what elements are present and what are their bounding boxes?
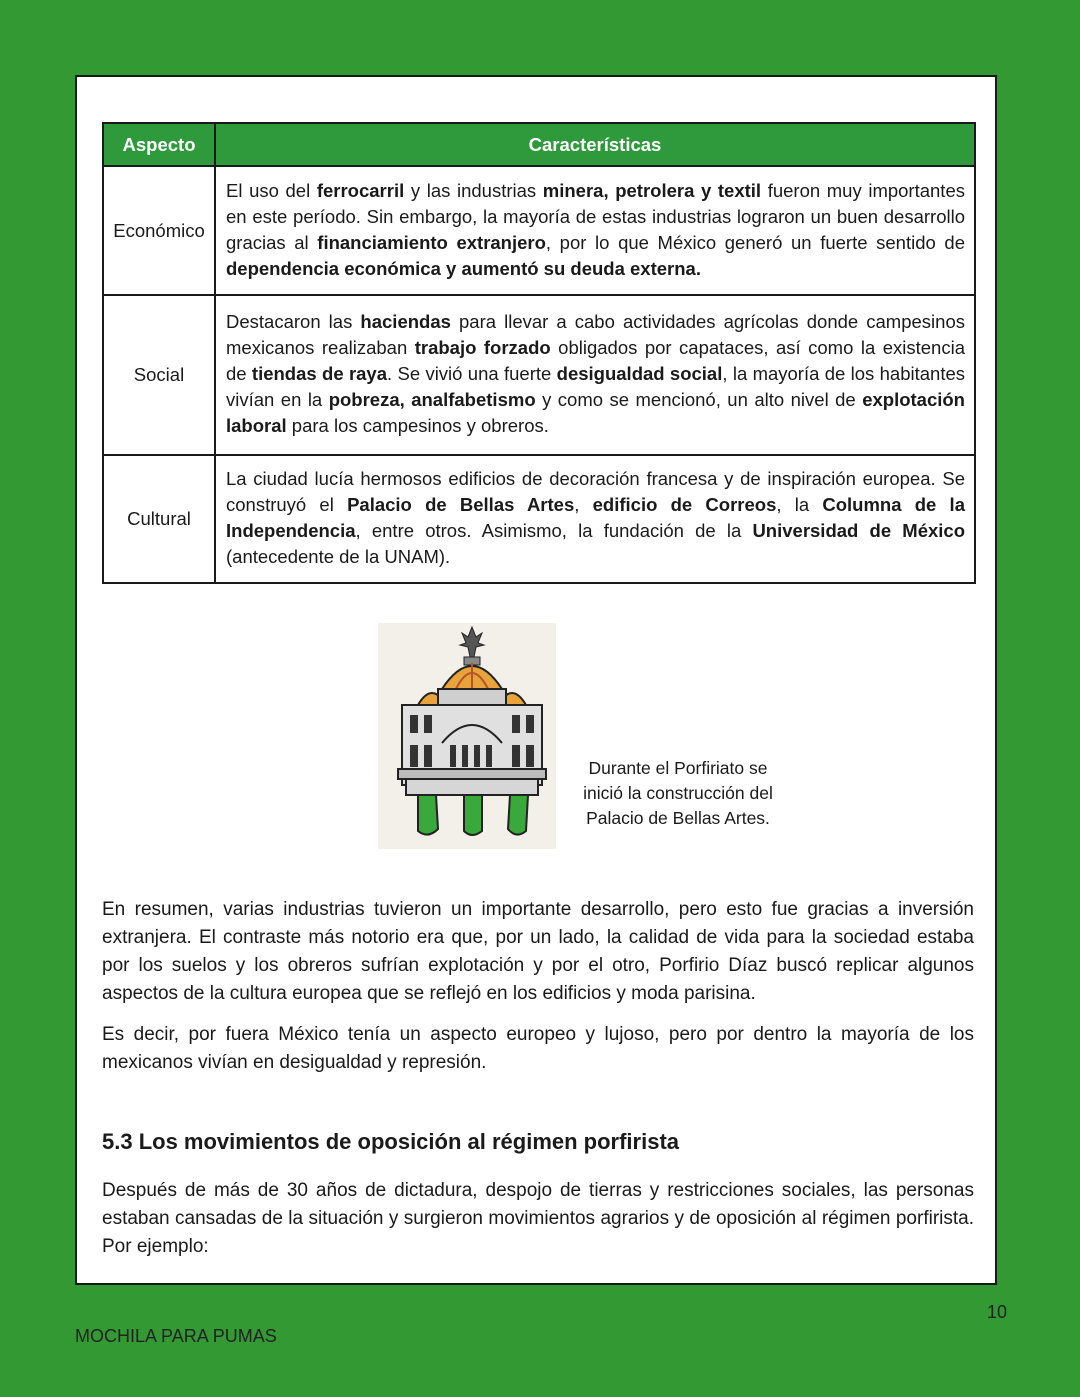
text-segment: y como se mencionó, un alto nivel de — [535, 389, 863, 410]
caption-line: Durante el Porfiriato se — [588, 758, 768, 778]
bold-term: minera, petrolera y textil — [542, 179, 762, 201]
table-row — [103, 455, 975, 583]
text-segment: La ciudad lucía hermosos edificios de decoración francesa y de inspiración europea. Se construyó el — [226, 468, 965, 515]
text-segment: (antecedente de la UNAM). — [226, 546, 451, 567]
table-row — [103, 166, 975, 295]
bold-term: explotación laboral — [226, 389, 965, 436]
header-caracteristicas: Características — [215, 123, 975, 166]
text-segment: y las industrias — [404, 179, 543, 201]
section-paragraph: Después de más de 30 años de dictadura, despojo de tierras y restricciones sociales, las personas estaban cansadas de la situación y surgieron movimientos agrarios y de oposición al régimen porfirista. Por ejemplo: — [102, 1180, 974, 1257]
text-segment: , entre otros. Asimismo, la fundación de la — [355, 520, 753, 541]
text-segment: . Se vivió una fuerte — [387, 363, 557, 384]
section-heading: 5.3 Los movimientos de oposición al régimen porfirista — [102, 1129, 680, 1154]
figure-caption — [572, 756, 784, 831]
bold-term: edificio de Correos — [592, 494, 777, 515]
table-header-row — [103, 123, 975, 166]
text-segment: , — [574, 494, 593, 515]
aspect-cell: Social — [103, 295, 215, 455]
text-segment: fueron muy importantes en este período. Sin embargo, la mayoría de estas industrias lograron un buen desarrollo gracias al — [226, 179, 965, 253]
text-segment: para llevar a cabo actividades agrícolas donde campesinos mexicanos realizaban — [226, 311, 965, 358]
conclusion-paragraph: Es decir, por fuera México tenía un aspecto europeo y lujoso, pero por dentro la mayoría de los mexicanos vivían en desigualdad y represión. — [102, 1024, 974, 1073]
aspect-cell: Cultural — [103, 455, 215, 583]
bold-term: Columna de la Independencia — [226, 494, 965, 541]
bold-term: haciendas — [360, 311, 451, 332]
text-segment: El uso del — [226, 179, 317, 201]
caption-line: Palacio de Bellas Artes. — [586, 808, 770, 828]
text-segment: obligados por capataces, así como la existencia de — [226, 337, 965, 384]
bold-term: Universidad de México — [752, 520, 965, 541]
caption-line: inició la construcción del — [583, 783, 773, 803]
bold-term: financiamiento extranjero — [317, 231, 546, 253]
footer-text: MOCHILA PARA PUMAS — [75, 1326, 277, 1346]
header-aspecto: Aspecto — [103, 123, 215, 166]
page-sheet — [75, 75, 997, 1285]
summary-paragraph: En resumen, varias industrias tuvieron un importante desarrollo, pero esto fue gracias a inversión extranjera. El contraste más notorio era que, por un lado, la calidad de vida para la sociedad estaba por los suelos y los obreros sufrían explotación y por el otro, Porfirio Díaz buscó replicar algunos aspectos de la cultura europea que se reflejó en los edificios y moda parisina. — [102, 899, 974, 1004]
palacio-drawing-icon — [378, 623, 556, 849]
text-segment: Destacaron las — [226, 311, 361, 332]
aspects-table — [102, 122, 976, 584]
bold-term: dependencia económica y aumentó su deuda externa. — [226, 257, 701, 279]
description-cell — [215, 455, 975, 583]
bold-term: ferrocarril — [316, 179, 405, 201]
bold-term: desigualdad social — [556, 363, 723, 384]
bold-term: tiendas de raya — [251, 363, 388, 384]
bold-term: pobreza, analfabetismo — [328, 389, 536, 410]
page-number: 10 — [986, 1302, 1007, 1322]
aspect-cell: Económico — [103, 166, 215, 295]
description-cell — [215, 166, 975, 295]
table-row — [103, 295, 975, 455]
bold-term: Palacio de Bellas Artes — [347, 494, 575, 515]
bold-term: trabajo forzado — [414, 337, 551, 358]
description-cell — [215, 295, 975, 455]
text-segment: , la — [776, 494, 823, 515]
text-segment: para los campesinos y obreros. — [286, 415, 549, 436]
text-segment: , por lo que México generó un fuerte sentido de — [545, 231, 965, 253]
text-segment: , la mayoría de los habitantes vivían en la — [226, 363, 965, 410]
palacio-bellas-artes-illustration — [378, 623, 556, 849]
